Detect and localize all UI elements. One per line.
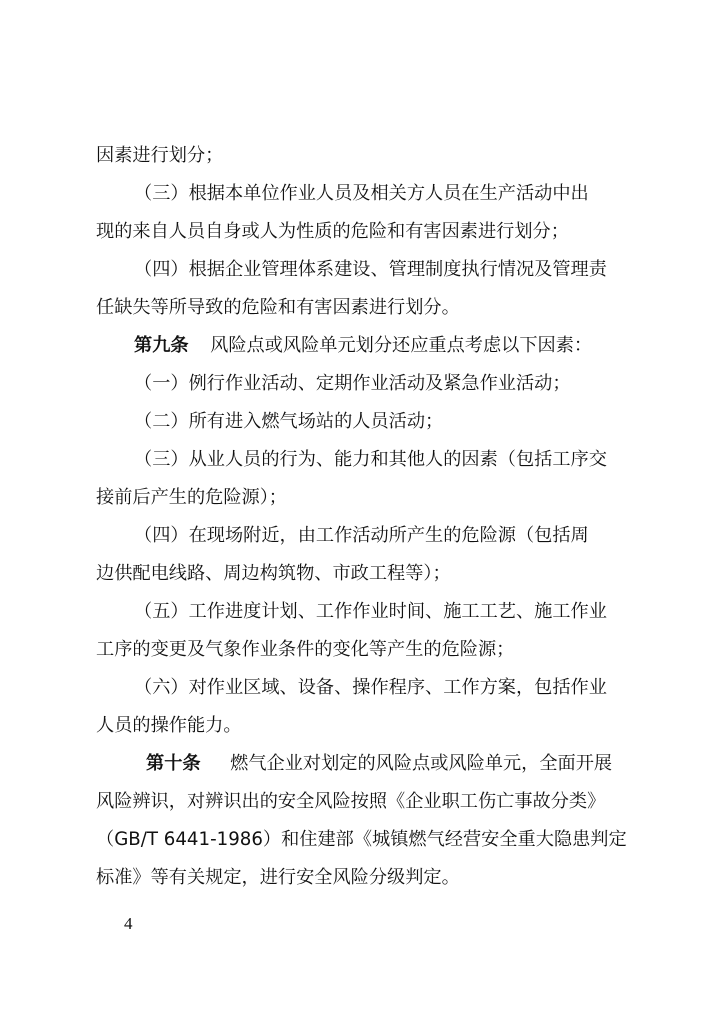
article-10-line — [146, 749, 612, 779]
text-line: （四）根据企业管理体系建设、管理制度执行情况及管理责 — [134, 259, 607, 280]
article-10-text: 燃气企业对划定的风险点或风险单元，全面开展 — [230, 753, 613, 774]
text-line: 人员的操作能力。 — [96, 715, 242, 736]
article-9-text: 风险点或风险单元划分还应重点考虑以下因素： — [210, 335, 593, 356]
article-10-heading: 第十条 — [146, 753, 201, 774]
text-line: （三）根据本单位作业人员及相关方人员在生产活动中出 — [134, 183, 589, 204]
page-number: 4 — [124, 914, 133, 933]
text-line: 现的来自人员自身或人为性质的危险和有害因素进行划分； — [96, 221, 569, 242]
text-line: （四）在现场附近，由工作活动所产生的危险源（包括周 — [134, 525, 589, 546]
article-9-line — [134, 331, 592, 361]
text-line: 工序的变更及气象作业条件的变化等产生的危险源； — [96, 639, 515, 660]
text-line: （三）从业人员的行为、能力和其他人的因素（包括工序交 — [134, 449, 607, 470]
text-line: 风险辨识，对辨识出的安全风险按照《企业职工伤亡事故分类》 — [96, 791, 606, 812]
text-line: 边供配电线路、周边构筑物、市政工程等）； — [96, 563, 451, 584]
text-line: 标准》等有关规定，进行安全风险分级判定。 — [96, 867, 460, 888]
text-line: （一）例行作业活动、定期作业活动及紧急作业活动； — [134, 373, 571, 394]
text-line: 因素进行划分； — [96, 145, 224, 166]
text-line: （五）工作进度计划、工作作业时间、施工工艺、施工作业 — [134, 601, 607, 622]
text-line: （六）对作业区域、设备、操作程序、工作方案，包括作业 — [134, 677, 607, 698]
text-line: （二）所有进入燃气场站的人员活动； — [134, 411, 444, 432]
text-line: 接前后产生的危险源）； — [96, 487, 287, 508]
text-line: （GB/T 6441-1986）和住建部《城镇燃气经营安全重大隐患判定 — [96, 829, 627, 850]
text-line: 任缺失等所导致的危险和有害因素进行划分。 — [96, 297, 460, 318]
article-9-heading: 第九条 — [134, 335, 189, 356]
